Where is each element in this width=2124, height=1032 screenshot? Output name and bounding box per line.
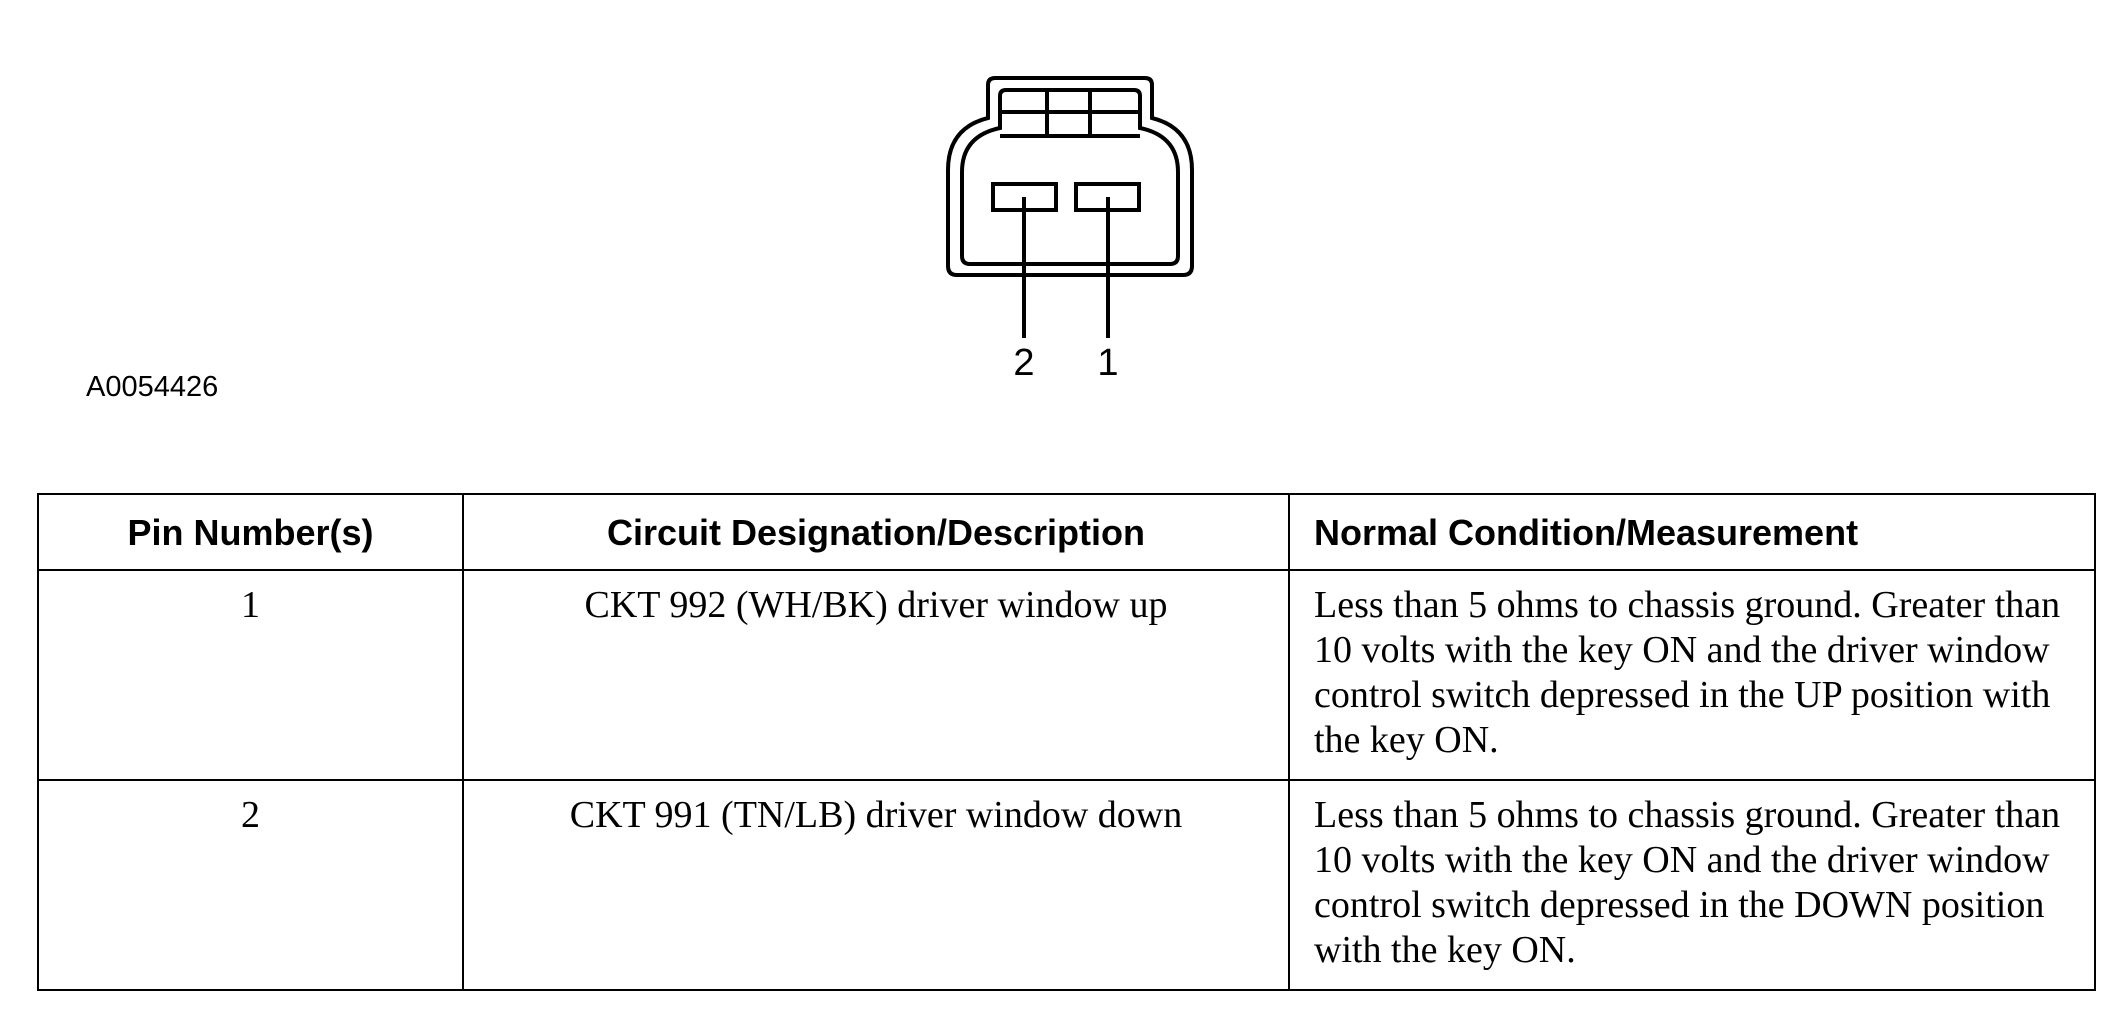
table-row bbox=[38, 780, 2095, 990]
header-pin-numbers: Pin Number(s) bbox=[38, 494, 463, 570]
connector-inner-shell bbox=[962, 90, 1178, 264]
connector-diagram bbox=[940, 70, 1200, 390]
circuit-description-cell: CKT 992 (WH/BK) driver window up bbox=[463, 570, 1289, 780]
pin-number-cell: 2 bbox=[38, 780, 463, 990]
table-header-row bbox=[38, 494, 2095, 570]
pin-chart-table bbox=[37, 493, 2096, 991]
header-normal-condition: Normal Condition/Measurement bbox=[1289, 494, 2095, 570]
normal-condition-cell: Less than 5 ohms to chassis ground. Greater than 10 volts with the key ON and the driver window control switch depressed in the DOWN position with the key ON. bbox=[1289, 780, 2095, 990]
table-row bbox=[38, 570, 2095, 780]
figure-id: A0054426 bbox=[86, 371, 219, 403]
connector-outer-shell bbox=[948, 78, 1192, 275]
pin-number-cell: 1 bbox=[38, 570, 463, 780]
header-circuit-description: Circuit Designation/Description bbox=[463, 494, 1289, 570]
normal-condition-cell: Less than 5 ohms to chassis ground. Greater than 10 volts with the key ON and the driver window control switch depressed in the UP position with the key ON. bbox=[1289, 570, 2095, 780]
circuit-description-cell: CKT 991 (TN/LB) driver window down bbox=[463, 780, 1289, 990]
connector-face-drawing bbox=[940, 70, 1200, 390]
pin-label-1: 1 bbox=[1097, 342, 1119, 384]
pin-label-2: 2 bbox=[1013, 342, 1035, 384]
